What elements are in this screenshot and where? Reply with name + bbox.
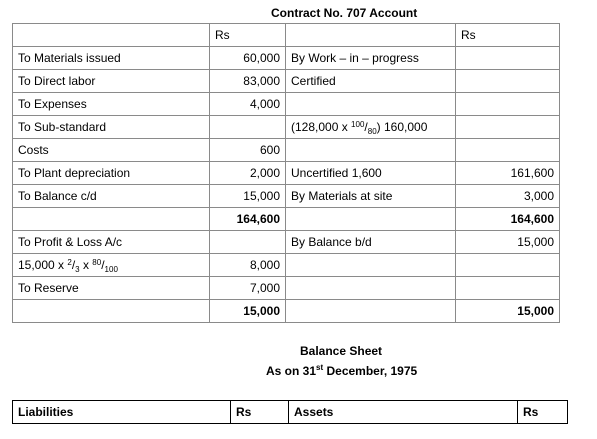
- balance-sheet-subtitle: As on 31st December, 1975: [266, 363, 418, 378]
- debit-amount: [210, 231, 286, 254]
- debit-desc: [13, 208, 210, 231]
- currency-header-row: [13, 24, 560, 47]
- debit-amount: 15,000: [210, 185, 286, 208]
- account-title: Contract No. 707 Account: [271, 6, 418, 20]
- credit-amount: 161,600: [456, 162, 560, 185]
- debit-desc: To Materials issued: [13, 47, 210, 70]
- fraction-denominator: 3: [75, 265, 80, 274]
- credit-desc: By Work – in – progress: [286, 47, 456, 70]
- debit-amount: 60,000: [210, 47, 286, 70]
- credit-amount: [456, 93, 560, 116]
- debit-total: 15,000: [210, 300, 286, 323]
- total-row: [13, 208, 560, 231]
- account-row: [13, 185, 560, 208]
- debit-desc: To Sub-standard: [13, 116, 210, 139]
- debit-amount: 4,000: [210, 93, 286, 116]
- credit-amount: [456, 70, 560, 93]
- liabilities-header: Liabilities: [13, 401, 231, 424]
- credit-amount: 3,000: [456, 185, 560, 208]
- account-row: [13, 254, 560, 277]
- account-row: [13, 93, 560, 116]
- debit-desc: To Profit & Loss A/c: [13, 231, 210, 254]
- account-row: [13, 47, 560, 70]
- balance-sheet-table: [12, 400, 568, 424]
- debit-desc: Costs: [13, 139, 210, 162]
- balance-sheet-header-row: [13, 401, 568, 424]
- credit-amount: 15,000: [456, 231, 560, 254]
- credit-amount: [456, 139, 560, 162]
- credit-amount: [456, 47, 560, 70]
- debit-amount: 600: [210, 139, 286, 162]
- debit-amount: 2,000: [210, 162, 286, 185]
- total-row: [13, 300, 560, 323]
- fraction-denominator: 100: [104, 265, 118, 274]
- credit-desc: [286, 93, 456, 116]
- fraction-numerator: 100: [351, 120, 365, 129]
- account-row: [13, 139, 560, 162]
- account-row: [13, 162, 560, 185]
- assets-rs-header: Rs: [518, 401, 568, 424]
- credit-amount: [456, 277, 560, 300]
- credit-desc: Uncertified 1,600: [286, 162, 456, 185]
- debit-desc: To Balance c/d: [13, 185, 210, 208]
- credit-desc: [286, 277, 456, 300]
- account-row: [13, 231, 560, 254]
- account-row: [13, 70, 560, 93]
- fraction-numerator: 2: [67, 258, 72, 267]
- debit-desc: To Reserve: [13, 277, 210, 300]
- profit-calculation: 15,000 x $^2/_3$ x $^{80}/_{100}$: [13, 254, 210, 277]
- credit-amount: [456, 116, 560, 139]
- debit-total: 164,600: [210, 208, 286, 231]
- credit-desc: [286, 208, 456, 231]
- currency-left: Rs: [210, 24, 286, 47]
- credit-total: 15,000: [456, 300, 560, 323]
- certified-calculation: (128,000 x $^{100}/_{80}$) 160,000: [286, 116, 456, 139]
- debit-amount: 8,000: [210, 254, 286, 277]
- credit-desc: Certified: [286, 70, 456, 93]
- debit-desc: To Expenses: [13, 93, 210, 116]
- credit-total: 164,600: [456, 208, 560, 231]
- credit-desc: [286, 254, 456, 277]
- debit-desc: To Plant depreciation: [13, 162, 210, 185]
- assets-header: Assets: [289, 401, 518, 424]
- account-row: [13, 277, 560, 300]
- liabilities-rs-header: Rs: [231, 401, 289, 424]
- fraction-denominator: 80: [367, 127, 377, 136]
- debit-desc: To Direct labor: [13, 70, 210, 93]
- debit-amount: [210, 116, 286, 139]
- credit-desc: [286, 300, 456, 323]
- credit-desc: By Materials at site: [286, 185, 456, 208]
- contract-account-table: [12, 23, 560, 323]
- credit-amount: [456, 254, 560, 277]
- fraction-numerator: 80: [92, 258, 102, 267]
- currency-right: Rs: [456, 24, 560, 47]
- debit-desc: [13, 300, 210, 323]
- debit-amount: 83,000: [210, 70, 286, 93]
- credit-desc: [286, 139, 456, 162]
- credit-desc: By Balance b/d: [286, 231, 456, 254]
- balance-sheet-title: Balance Sheet: [300, 344, 383, 358]
- account-row: [13, 116, 560, 139]
- debit-amount: 7,000: [210, 277, 286, 300]
